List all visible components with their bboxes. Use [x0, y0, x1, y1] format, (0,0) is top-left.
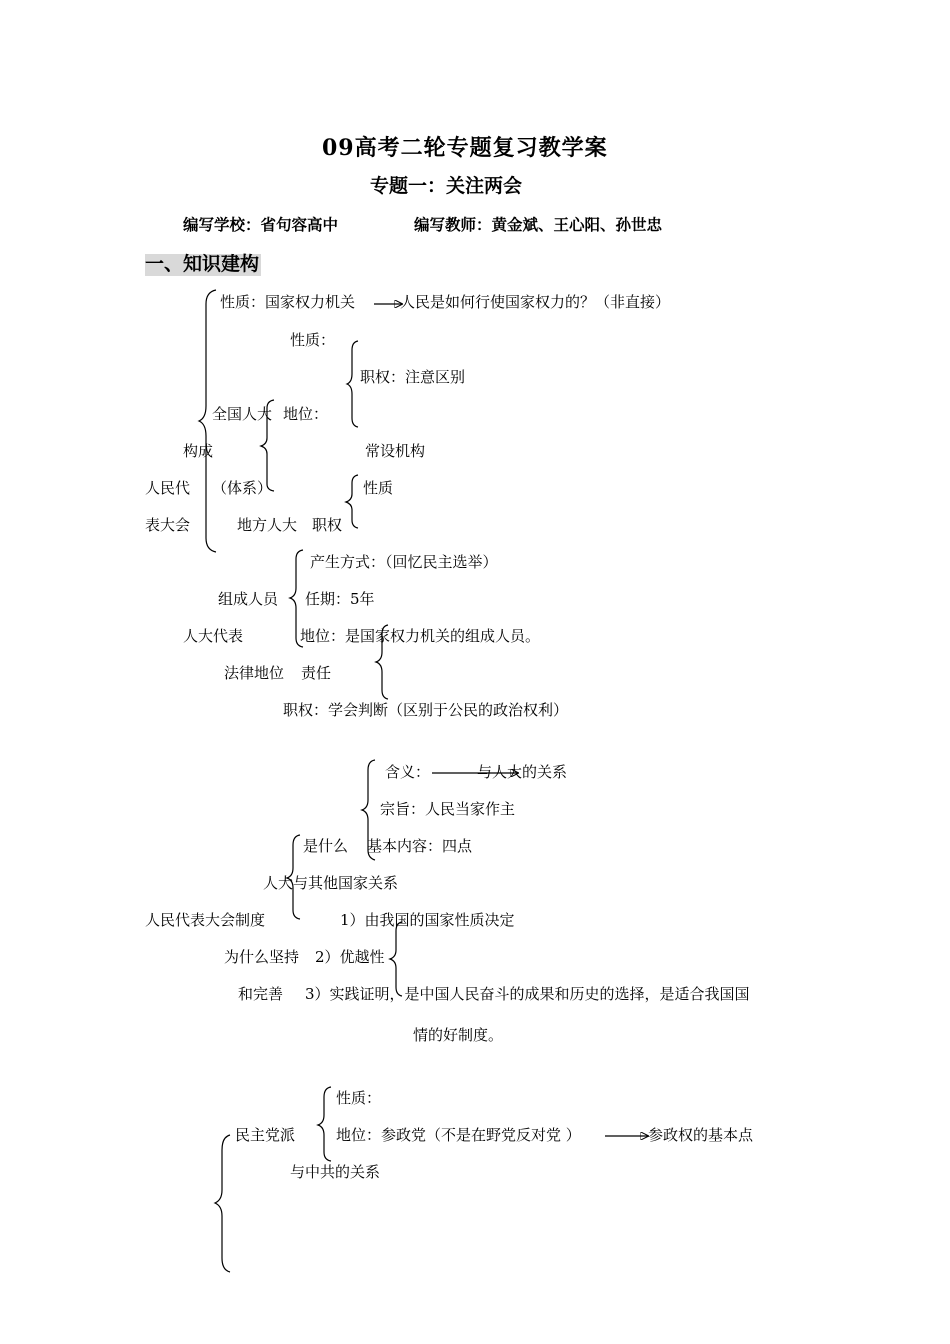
b1-legal: 法律地位: [224, 664, 285, 682]
b3-parties: 民主党派: [235, 1126, 296, 1144]
page-title: 09高考二轮专题复习教学案: [322, 135, 608, 161]
b1-local-nature: 性质: [363, 479, 394, 497]
b1-dep-status: 地位：是国家权力机关的组成人员。: [300, 627, 541, 645]
b2-reason3: 3）实践证明，是中国人民奋斗的成果和历史的选择，是适合我国国: [305, 985, 750, 1003]
b1-members: 组成人员: [218, 590, 279, 608]
b2-why: 为什么坚持: [224, 948, 300, 966]
b1-term: 任期：5年: [305, 590, 375, 608]
b2-improve: 和完善: [238, 985, 284, 1003]
b2-content: 基本内容：四点: [367, 837, 473, 855]
b2-reason3-cont: 情的好制度。: [413, 1026, 504, 1044]
b2-purpose: 宗旨：人民当家作主: [380, 800, 516, 818]
b2-meaning-rel: 与人大的关系: [477, 763, 568, 781]
brace-b1-status: [347, 341, 358, 427]
b3-relation: 与中共的关系: [290, 1163, 381, 1181]
b1-nature: 性质：国家权力机关: [220, 293, 356, 311]
b2-relation: 人大与其他国家关系: [263, 874, 399, 892]
b3-basic: 参政权的基本点: [648, 1126, 754, 1144]
b1-standing: 常设机构: [365, 442, 426, 460]
b1-local: 地方人大: [237, 516, 298, 534]
b2-reason1: 1）由我国的国家性质决定: [340, 911, 515, 929]
b1-sub-nature: 性质：: [290, 331, 336, 349]
b1-dep-power: 职权：学会判断（区别于公民的政治权利）: [283, 701, 569, 719]
b1-npc: 全国人大: [212, 405, 273, 423]
b1-status: 地位：: [283, 405, 329, 423]
b1-root1: 人民代: [145, 479, 191, 497]
b1-duty: 责任: [301, 664, 332, 682]
b2-what: 是什么: [303, 837, 349, 855]
b1-nature-question: 人民是如何行使国家权力的？（非直接）: [400, 293, 671, 311]
b2-reason2: 2）优越性: [315, 948, 385, 966]
brace-b3-parties: [318, 1087, 331, 1161]
b1-deputy: 人大代表: [183, 627, 244, 645]
b1-system: （体系）: [212, 479, 273, 497]
b2-meaning: 含义：: [385, 763, 431, 781]
b1-local-power: 职权: [312, 516, 343, 534]
b3-status: 地位：参政党（不是在野党反对党 ）: [336, 1126, 581, 1144]
author-school: 编写学校：省句容高中: [183, 215, 339, 234]
brace-b3-main: [215, 1135, 230, 1272]
author-teachers: 编写教师：黄金斌、王心阳、孙世忠: [414, 215, 663, 234]
b3-nature: 性质：: [336, 1089, 382, 1107]
b1-sub-power: 职权：注意区别: [360, 368, 466, 386]
page-subtitle: 专题一：关注两会: [370, 175, 523, 197]
brace-b1-local: [346, 475, 358, 528]
b1-root2: 表大会: [145, 516, 191, 534]
section-heading: 一、知识建构: [145, 253, 260, 275]
b1-produce: 产生方式：（回忆民主选举）: [310, 553, 498, 571]
b2-root: 人民代表大会制度: [145, 911, 266, 929]
b1-composition: 构成: [183, 442, 214, 460]
